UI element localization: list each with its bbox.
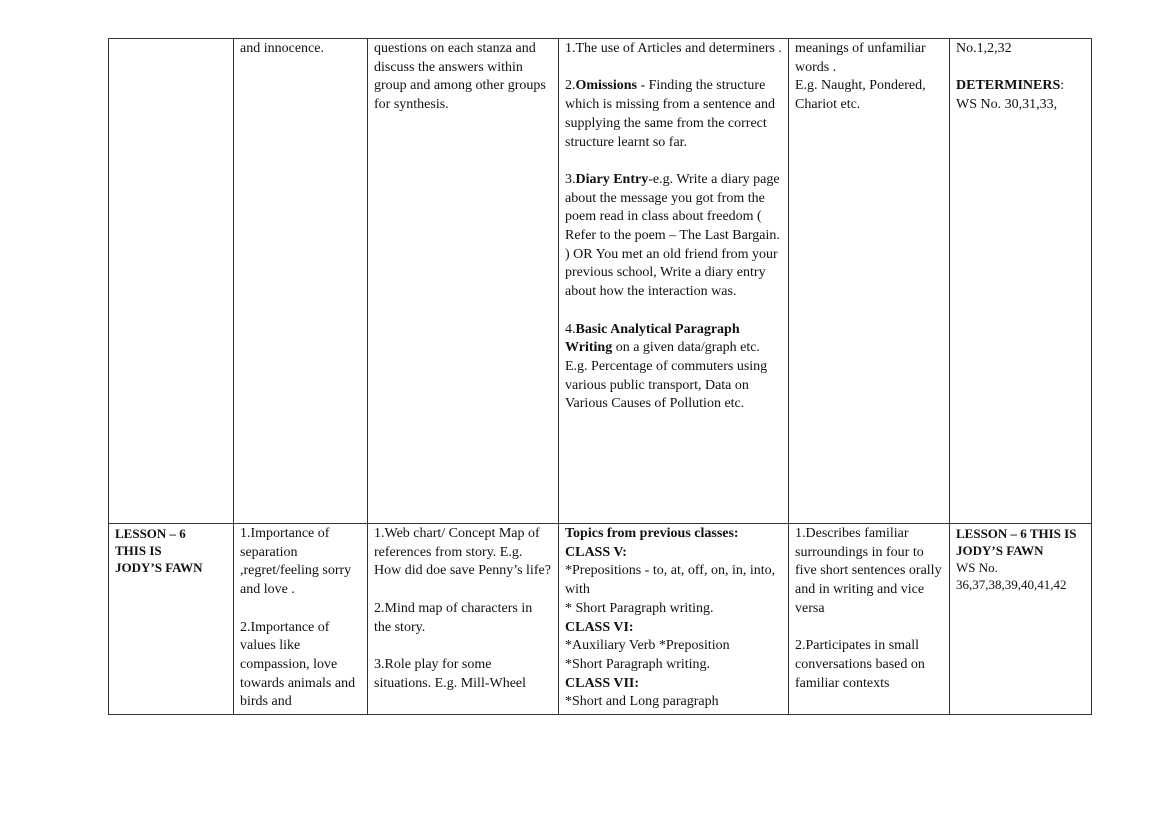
grammar-item-3: 3.Diary Entry-e.g. Write a diary page about the message you got from the poem read in class about freedom ( Refer to the poem – The Last Bargain. ) OR You met an old friend from your previous school, Write a diary entry about how the interaction was. <box>565 171 780 300</box>
outcome-text: meanings of unfamiliar words . E.g. Naught, Pondered, Chariot etc. <box>795 41 926 113</box>
class-vii-topics: *Short and Long paragraph <box>565 694 719 710</box>
determiners-heading: DETERMINERS: <box>956 78 1065 94</box>
determiners-ws: WS No. 30,31,33, <box>956 97 1058 113</box>
activity-1: 1.Web chart/ Concept Map of references from story. E.g. How did doe save Penny’s life? <box>374 526 551 579</box>
class-v-topics: *Prepositions - to, at, off, on, in, into, with * Short Paragraph writing. <box>565 563 776 616</box>
worksheet-label: WS No. <box>956 560 998 575</box>
grammar-writing-cell <box>559 524 789 715</box>
worksheet-lesson-title: LESSON – 6 THIS IS JODY’S FAWN <box>956 526 1077 558</box>
activities-cell <box>368 39 559 524</box>
class-v-heading: CLASS V: <box>565 544 627 560</box>
lesson-cell <box>109 524 234 715</box>
objective-2: 2.Importance of values like compassion, love towards animals and birds and <box>240 619 356 710</box>
objective-1: 1.Importance of separation ,regret/feeling sorry and love . <box>240 526 352 598</box>
grammar-item-2: 2.Omissions - Finding the structure which is missing from a sentence and supplying the same from the correct structure learnt so far. <box>565 78 775 150</box>
activity-3: 3.Role play for some situations. E.g. Mill-Wheel <box>374 656 527 691</box>
objectives-cell <box>234 39 368 524</box>
learning-outcomes-cell <box>789 524 950 715</box>
class-vi-heading: CLASS VI: <box>565 619 634 635</box>
lesson-title: LESSON – 6 THIS IS JODY’S FAWN <box>115 526 203 575</box>
worksheets-cell <box>950 524 1092 715</box>
objectives-cell <box>234 524 368 715</box>
grammar-item-4: 4.Basic Analytical Paragraph Writing on a given data/graph etc. <box>565 321 760 356</box>
activities-cell <box>368 524 559 715</box>
grammar-item-1: 1.The use of Articles and determiners . <box>565 41 782 56</box>
grammar-item-4-example: E.g. Percentage of commuters using various public transport, Data on Various Causes of Pollution etc. <box>565 358 768 412</box>
objective-text: and innocence. <box>240 41 324 56</box>
worksheets-cell <box>950 39 1092 524</box>
worksheet-numbers: 36,37,38,39,40,41,42 <box>956 577 1067 592</box>
outcome-1: 1.Describes familiar surroundings in four to five short sentences orally and in writing and vice versa <box>795 526 942 616</box>
worksheet-numbers: No.1,2,32 <box>956 41 1012 56</box>
lesson-plan-table <box>108 38 1092 715</box>
table-row <box>109 39 1092 524</box>
table-row <box>109 524 1092 715</box>
class-vi-topics: *Auxiliary Verb *Preposition *Short Paragraph writing. <box>565 638 730 672</box>
lesson-cell <box>109 39 234 524</box>
outcome-2: 2.Participates in small conversations based on familiar contexts <box>795 638 925 691</box>
class-vii-heading: CLASS VII: <box>565 675 640 691</box>
learning-outcomes-cell <box>789 39 950 524</box>
lesson-plan-page <box>108 38 1092 715</box>
grammar-writing-cell <box>559 39 789 524</box>
activity-2: 2.Mind map of characters in the story. <box>374 600 533 635</box>
previous-topics-heading: Topics from previous classes: <box>565 526 739 541</box>
activity-text: questions on each stanza and discuss the answers within group and among other groups for synthesis. <box>374 41 546 113</box>
